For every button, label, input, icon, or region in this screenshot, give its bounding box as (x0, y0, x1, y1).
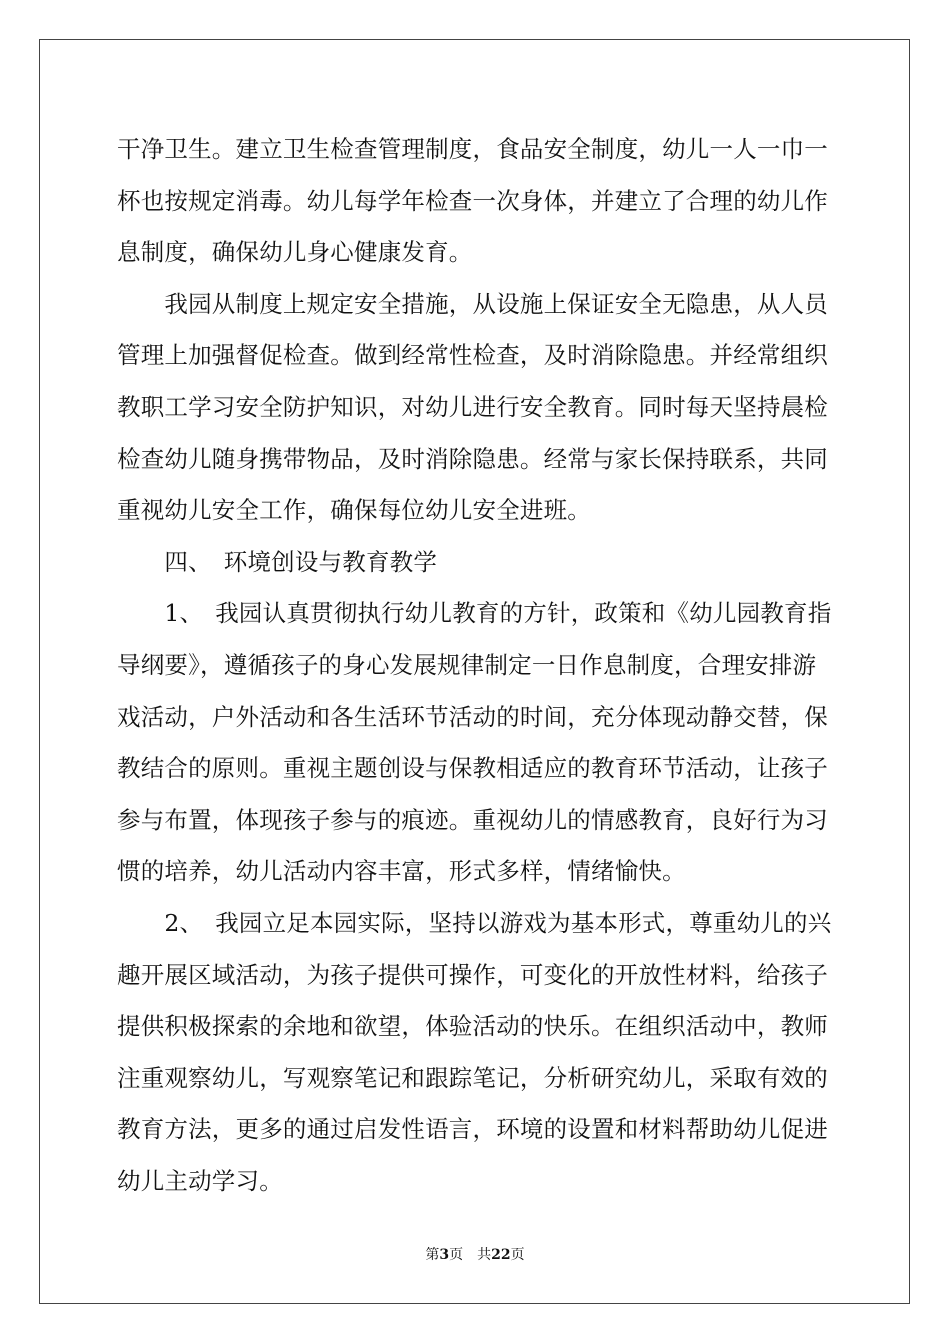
text-line: 1、 我园认真贯彻执行幼儿教育的方针，政策和《幼儿园教育指 (117, 599, 832, 628)
text-line: 教职工学习安全防护知识，对幼儿进行安全教育。同时每天坚持晨检 (117, 392, 828, 421)
text-line: 趣开展区域活动，为孩子提供可操作，可变化的开放性材料，给孩子 (117, 960, 828, 989)
text-line: 导纲要》，遵循孩子的身心发展规律制定一日作息制度，合理安排游 (117, 650, 817, 679)
page-suffix: 页 (510, 1247, 525, 1263)
text-line: 教育方法，更多的通过启发性语言，环境的设置和材料帮助幼儿促进 (117, 1115, 828, 1144)
text-line: 管理上加强督促检查。做到经常性检查，及时消除隐患。并经常组织 (117, 341, 828, 370)
page-mid: 页 共 (449, 1247, 492, 1263)
section-heading: 四、 环境创设与教育教学 (117, 547, 438, 576)
document-body (117, 124, 833, 1207)
total-page-number: 22 (491, 1247, 511, 1263)
text-line: 2、 我园立足本园实际，坚持以游戏为基本形式，尊重幼儿的兴 (117, 908, 832, 937)
current-page-number: 3 (439, 1247, 450, 1263)
text-line: 检查幼儿随身携带物品，及时消除隐患。经常与家长保持联系，共同 (117, 444, 828, 473)
text-line: 我园从制度上规定安全措施，从设施上保证安全无隐患，从人员 (117, 289, 828, 318)
text-line: 注重观察幼儿，写观察笔记和跟踪笔记，分析研究幼儿，采取有效的 (117, 1063, 828, 1092)
text-line: 戏活动，户外活动和各生活环节活动的时间，充分体现动静交替，保 (117, 702, 828, 731)
text-line: 提供积极探索的余地和欲望，体验活动的快乐。在组织活动中，教师 (117, 1012, 828, 1041)
text-line: 干净卫生。建立卫生检查管理制度，食品安全制度，幼儿一人一巾一 (117, 135, 828, 163)
page-number-footer (0, 1245, 950, 1265)
text-line: 教结合的原则。重视主题创设与保教相适应的教育环节活动，让孩子 (117, 754, 828, 783)
text-line: 杯也按规定消毒。幼儿每学年检查一次身体，并建立了合理的幼儿作 (117, 186, 828, 215)
text-line: 参与布置，体现孩子参与的痕迹。重视幼儿的情感教育，良好行为习 (117, 805, 828, 834)
text-line: 重视幼儿安全工作，确保每位幼儿安全进班。 (117, 496, 591, 525)
text-line: 幼儿主动学习。 (117, 1166, 283, 1195)
text-line: 惯的培养，幼儿活动内容丰富，形式多样，情绪愉快。 (117, 857, 686, 886)
text-line: 息制度，确保幼儿身心健康发育。 (117, 238, 473, 267)
page-prefix: 第 (425, 1247, 440, 1263)
